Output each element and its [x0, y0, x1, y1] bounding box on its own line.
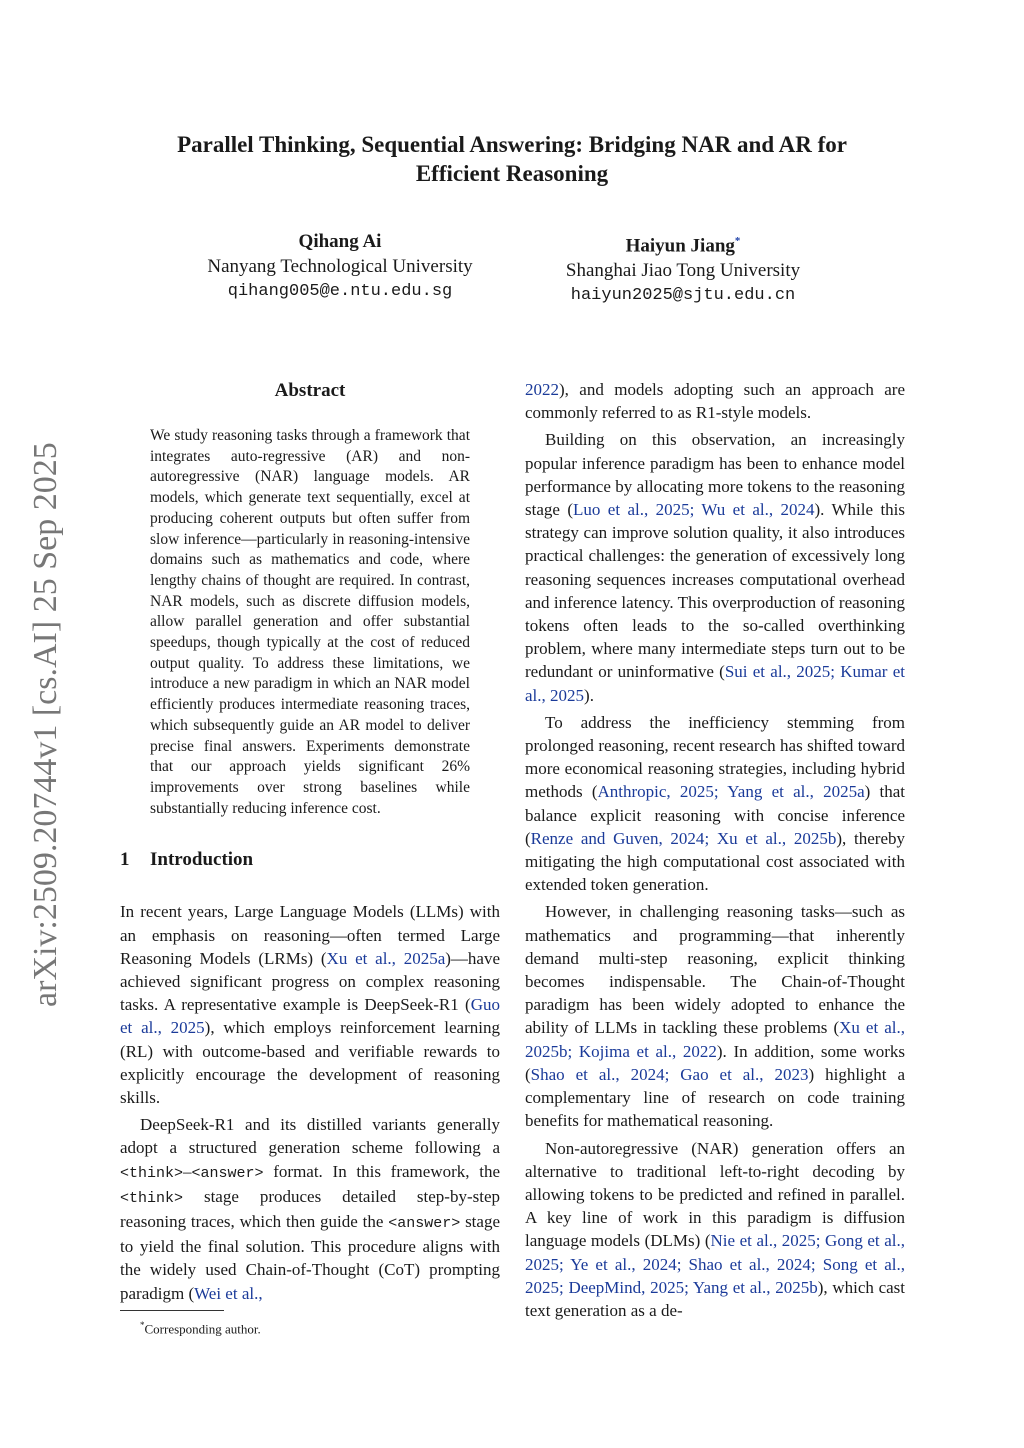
- abstract-heading: Abstract: [274, 380, 346, 401]
- text: format. In this framework, the: [263, 1161, 500, 1181]
- intro-paragraph-2: [120, 1113, 500, 1305]
- citation-link[interactable]: Kojima et al., 2022: [578, 1041, 717, 1061]
- footnote-marker: *: [140, 1320, 145, 1330]
- separator: ;: [676, 1254, 689, 1274]
- code-token: <think>: [120, 1164, 184, 1182]
- author-email: qihang005@e.ntu.edu.sg: [227, 282, 453, 301]
- citation-link[interactable]: Xu et al., 2025b: [525, 1018, 905, 1061]
- author-name: Haiyun Jiang: [625, 235, 735, 257]
- code-token: <answer>: [191, 1164, 264, 1182]
- citation-link[interactable]: Xu et al., 2025a: [326, 948, 446, 968]
- paper-title-line-1: Parallel Thinking, Sequential Answering: Bridging NAR and AR for: [177, 132, 847, 157]
- text: In recent years, Large Language Models (LLMs) with an emphasis on reasoning—often termed Large Reasoning Models (LRMs) (: [120, 902, 500, 968]
- text: ), which employs reinforcement learning (RL) with outcome-based and verifiable rewards to explicitly encourage the development of reasoning skills.: [120, 1018, 500, 1107]
- citation-link[interactable]: Wei et al.,: [194, 1283, 263, 1303]
- citation-link[interactable]: Wu et al., 2024: [701, 500, 815, 520]
- author-block-2: [493, 229, 873, 308]
- right-column: [525, 378, 905, 1322]
- paper-title-line-2: Efficient Reasoning: [415, 161, 609, 186]
- author-affiliation: Nanyang Technological University: [207, 256, 473, 277]
- body-paragraph: [525, 711, 905, 897]
- separator: ;: [810, 1254, 823, 1274]
- author-affiliation: Shanghai Jiao Tong University: [565, 260, 801, 282]
- author-email: haiyun2025@sjtu.edu.cn: [570, 286, 796, 306]
- text: ).: [584, 685, 594, 705]
- text: ), and models adopting such an approach are commonly referred to as R1-style models.: [525, 380, 905, 423]
- separator: ;: [559, 1277, 569, 1297]
- citation-link[interactable]: Guo et al., 2025: [120, 995, 500, 1038]
- text: ). In addition, some works (: [525, 1041, 905, 1084]
- section-number: 1: [120, 849, 130, 871]
- paper-title: [120, 130, 904, 188]
- citation-link[interactable]: Yang et al., 2025b: [692, 1277, 818, 1297]
- text: ) highlight a complementary line of research on code training benefits for mathematical reasoning.: [525, 1064, 905, 1131]
- separator: ;: [684, 1277, 693, 1297]
- text: DeepSeek-R1 and its distilled variants generally adopt a structured generation scheme following a: [120, 1115, 500, 1158]
- author-name-line: [493, 229, 873, 258]
- text: stage to yield the final solution. This procedure aligns with the widely used Chain-of-Thought (CoT) prompting paradigm (: [120, 1212, 500, 1303]
- footnote-text: Corresponding author.: [144, 1321, 261, 1337]
- citation-link[interactable]: Kumar et al., 2025: [525, 662, 905, 705]
- citation-link[interactable]: DeepMind, 2025: [568, 1277, 685, 1297]
- citation-link[interactable]: Gao et al., 2023: [680, 1064, 809, 1084]
- citation-link[interactable]: Anthropic, 2025: [597, 782, 714, 802]
- separator: ;: [713, 782, 728, 802]
- text: stage produces detailed step-by-step reasoning traces, which then guide the: [120, 1186, 500, 1231]
- text: )—have achieved significant progress on complex reasoning tasks. A representative example is DeepSeek-R1 (: [120, 948, 501, 1015]
- arxiv-identifier: arXiv:2509.20744v1 [cs.AI] 25 Sep 2025: [27, 442, 64, 1008]
- citation-link[interactable]: Luo et al., 2025: [573, 500, 690, 520]
- text: –: [183, 1161, 192, 1181]
- citation-link[interactable]: Nie et al., 2025: [710, 1231, 816, 1251]
- citation-link[interactable]: Renze and Guven, 2024: [530, 828, 705, 848]
- text: Building on this observation, an increasingly popular inference paradigm has been to enhance model performance by allocating more tokens to the reasoning stage (: [525, 430, 905, 520]
- author-name: Qihang Ai: [298, 231, 382, 252]
- section-heading: [120, 847, 500, 873]
- footnote-rule: [120, 1310, 224, 1311]
- code-token: <think>: [120, 1189, 184, 1207]
- citation-link[interactable]: Shao et al., 2024: [530, 1064, 665, 1084]
- separator: ;: [559, 1254, 571, 1274]
- text: However, in challenging reasoning tasks—such as mathematics and programming—that inherently demand multi-step reasoning, explicit thinking becomes indispensable. The Chain-of-Thought paradigm has been widely adopted to enhance the ability of LLMs in tackling these problems (: [525, 902, 905, 1038]
- citation-link[interactable]: 2022: [525, 380, 559, 399]
- text: ). While this strategy can improve solution quality, it also introduces practical challenges: the generation of excessively long reasoning sequences increases computational overhead and inference latency. This overproduction of reasoning tokens often leads to the so-called overthinking problem, where many intermediate steps turn out to be redundant or uninformative (: [525, 500, 906, 682]
- text: ) that balance explicit reasoning with concise inference (: [525, 782, 906, 848]
- citation-link[interactable]: Yang et al., 2025a: [727, 782, 865, 802]
- body-paragraph: [525, 1137, 905, 1323]
- separator: ;: [689, 500, 702, 520]
- citation-link[interactable]: Song et al., 2025: [525, 1254, 905, 1297]
- separator: ;: [830, 662, 841, 682]
- citation-link[interactable]: Gong et al., 2025: [525, 1231, 905, 1274]
- section-title: Introduction: [150, 849, 254, 871]
- citation-link[interactable]: Ye et al., 2024: [570, 1254, 677, 1274]
- citation-link[interactable]: Shao et al., 2024: [688, 1254, 811, 1274]
- intro-paragraph-1: [120, 900, 500, 1109]
- text: Non-autoregressive (NAR) generation offers an alternative to traditional left-to-right decoding by allowing tokens to be predicted and refined in parallel. A key line of work in this paradigm is diffusion language models (DLMs) (: [525, 1138, 905, 1251]
- body-paragraph: [525, 428, 905, 706]
- text: ), which cast text generation as a de-: [525, 1277, 905, 1320]
- separator: ;: [664, 1064, 681, 1084]
- left-column: [120, 378, 500, 1305]
- separator: ;: [704, 828, 717, 848]
- body-paragraph: [525, 900, 905, 1132]
- separator: ;: [567, 1041, 579, 1061]
- text: ), thereby mitigating the high computational cost associated with extended token generation.: [525, 828, 905, 895]
- code-token: <answer>: [388, 1215, 461, 1232]
- abstract-text: We study reasoning tasks through a framework that integrates auto-regressive (AR) and non-autoregressive (NAR) language models. AR models, which generate text sequentially, excel at producing coherent outputs but often suffer from slow inference—particularly in reasoning-intensive domains such as mathematics and code, where lengthy chains of thought are required. In contrast, NAR models, such as discrete diffusion models, allow parallel generation and offer substantial speedups, though typically at the cost of reduced output quality. To address these limitations, we introduce a new paradigm in which an NAR model efficiently produces intermediate reasoning traces, which subsequently guide an AR model to deliver precise final answers. Experiments demonstrate that our approach yields significant 26% improvements over strong baselines while substantially reducing inference cost.: [150, 427, 470, 817]
- text: To address the inefficiency stemming from prolonged reasoning, recent research has shifted toward more economical reasoning strategies, including hybrid methods (: [525, 712, 905, 802]
- separator: ;: [815, 1231, 826, 1251]
- author-block-1: [150, 229, 530, 304]
- body-paragraph-continued: [525, 378, 905, 424]
- citation-link[interactable]: Xu et al., 2025b: [716, 828, 837, 848]
- citation-link[interactable]: Sui et al., 2025: [724, 662, 831, 682]
- footnote: [140, 1316, 261, 1338]
- corresponding-author-marker[interactable]: *: [734, 235, 741, 247]
